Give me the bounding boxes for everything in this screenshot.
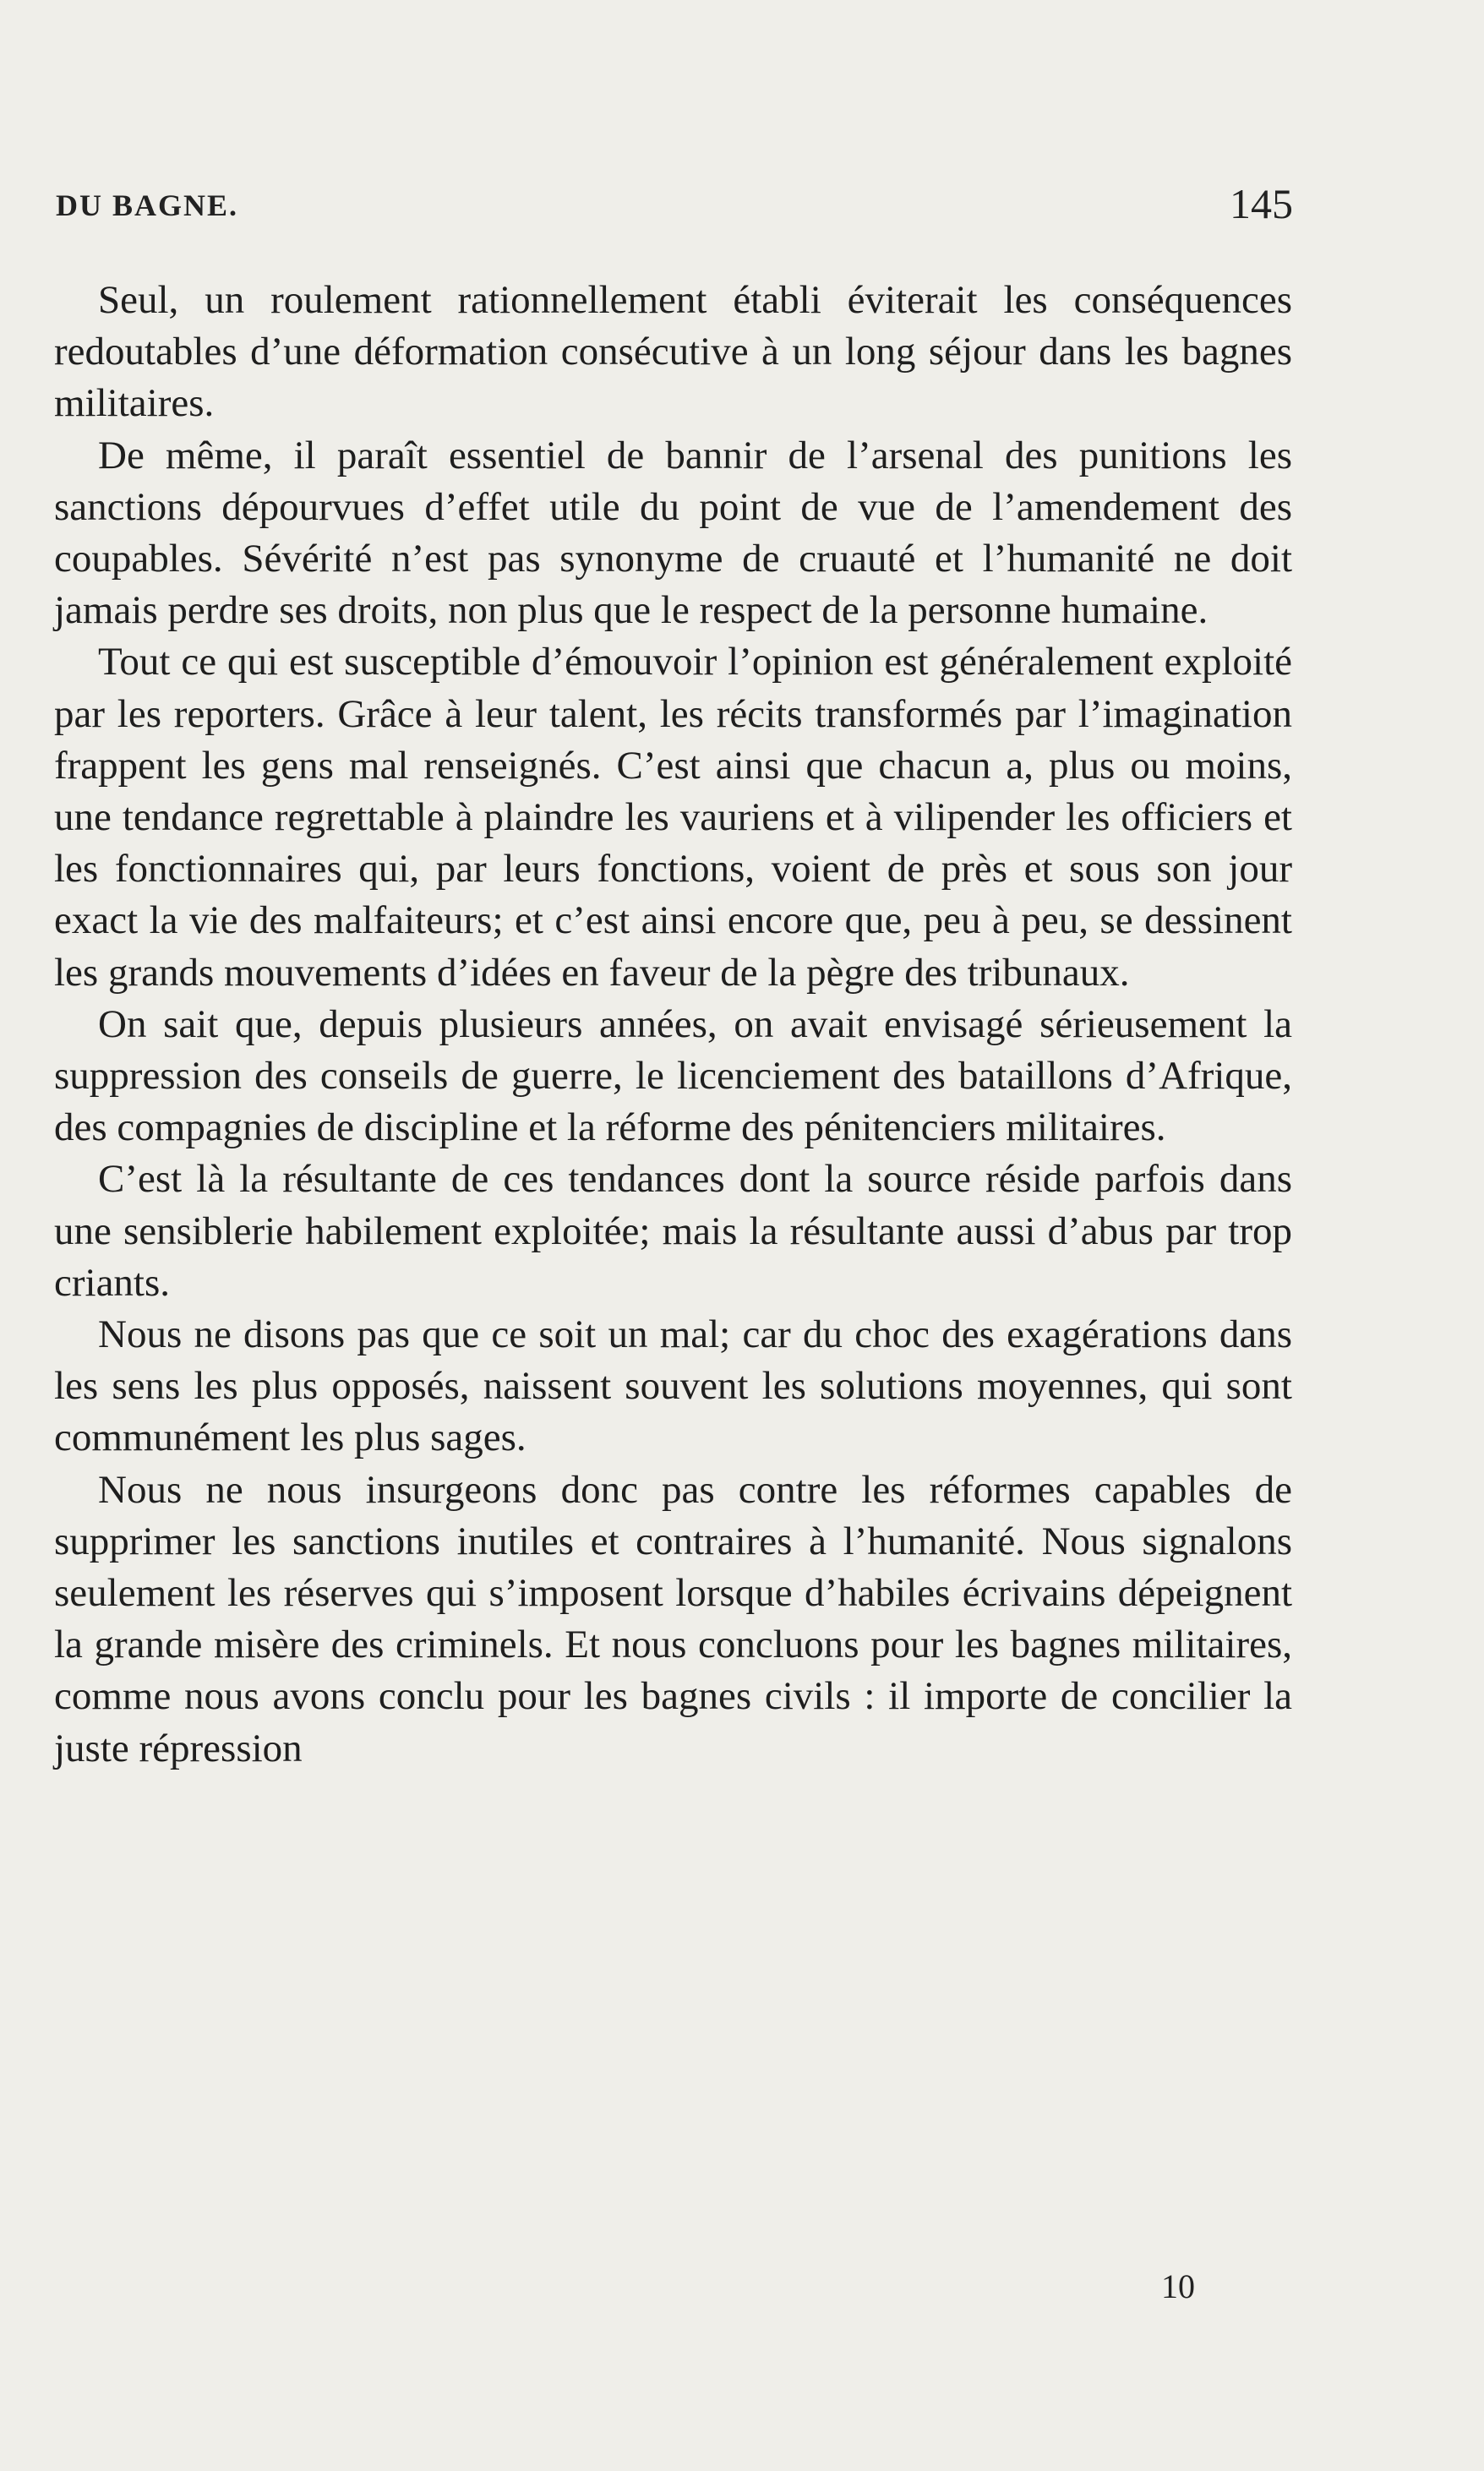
signature-mark: 10 (1161, 2267, 1195, 2305)
paragraph: Seul, un roulement rationnellement établi éviterait les conséquences redoutables d’une déformation consécutive à un long séjour dans les bagnes militaires. (54, 278, 1292, 426)
paragraph: Nous ne disons pas que ce soit un mal; car du choc des exagérations dans les sens les plus opposés, naissent souvent les solutions moyennes, qui sont communément les plus sages. (54, 1312, 1292, 1460)
paragraph: De même, il paraît essentiel de bannir de l’arsenal des punitions les sanctions dépourvues d’effet utile du point de vue de l’amendement des coupables. Sévérité n’est pas synonyme de cruauté et l’humanité ne doit jamais perdre ses droits, non plus que le respect de la personne humaine. (54, 433, 1292, 633)
body-text (54, 275, 1292, 1775)
paragraph: Tout ce qui est susceptible d’émouvoir l’opinion est généralement exploité par les reporters. Grâce à leur talent, les récits transformés par l’imagination frappent les gens mal renseignés. C’est ainsi que chacun a, plus ou moins, une tendance regrettable à plaindre les vauriens et à vilipender les officiers et les fonctionnaires qui, par leurs fonctions, voient de près et sous son jour exact la vie des malfaiteurs; et c’est ainsi encore que, peu à peu, se dessinent les grands mouvements d’idées en faveur de la pègre des tribunaux. (54, 640, 1292, 995)
paragraph: On sait que, depuis plusieurs années, on avait envisagé sérieusement la suppression des conseils de guerre, le licenciement des bataillons d’Afrique, des compagnies de discipline et la réforme des pénitenciers militaires. (54, 1001, 1292, 1150)
paragraph: Nous ne nous insurgeons donc pas contre les réformes capables de supprimer les sanctions inutiles et contraires à l’humanité. Nous signalons seulement les réserves qui s’imposent lorsque d’habiles écrivains dépeignent la grande misère des criminels. Et nous concluons pour les bagnes militaires, comme nous avons conclu pour les bagnes civils : il importe de concilier la juste répression (54, 1467, 1292, 1770)
running-head: DU BAGNE. (56, 188, 239, 222)
paragraph: C’est là la résultante de ces tendances dont la source réside parfois dans une sensiblerie habilement exploitée; mais la résultante aussi d’abus par trop criants. (54, 1157, 1292, 1305)
page-number: 145 (1230, 180, 1293, 227)
